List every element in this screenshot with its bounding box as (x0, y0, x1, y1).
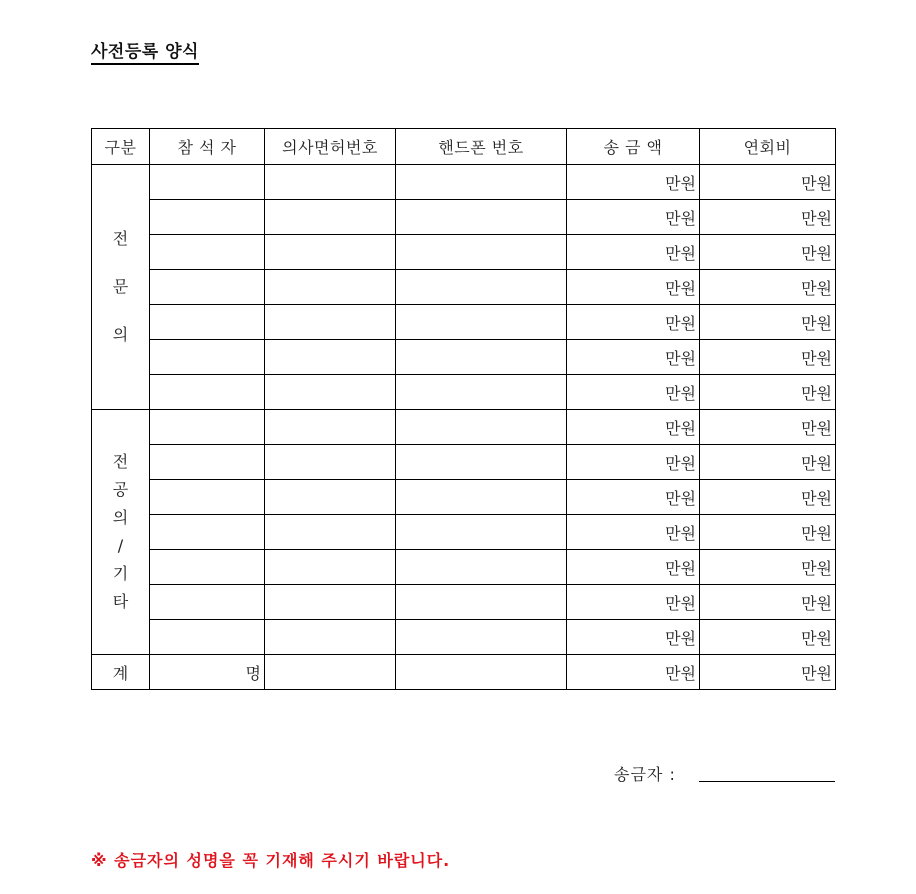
attendee-cell[interactable] (150, 305, 265, 340)
amount-cell[interactable]: 만원 (567, 165, 700, 200)
fee-cell[interactable]: 만원 (700, 550, 836, 585)
attendee-cell[interactable] (150, 445, 265, 480)
license-cell[interactable] (265, 375, 396, 410)
group-label-char: 의 (112, 325, 129, 344)
license-cell[interactable] (265, 305, 396, 340)
fee-cell[interactable]: 만원 (700, 375, 836, 410)
total-label: 계 (92, 655, 150, 690)
fee-cell[interactable]: 만원 (700, 480, 836, 515)
header-license-number: 의사면허번호 (265, 129, 396, 165)
phone-cell[interactable] (396, 550, 567, 585)
group-label-char: 의 (112, 508, 129, 527)
header-attendee: 참 석 자 (150, 129, 265, 165)
total-phone-cell (396, 655, 567, 690)
amount-cell[interactable]: 만원 (567, 585, 700, 620)
attendee-cell[interactable] (150, 410, 265, 445)
attendee-cell[interactable] (150, 235, 265, 270)
fee-cell[interactable]: 만원 (700, 445, 836, 480)
fee-cell[interactable]: 만원 (700, 235, 836, 270)
fee-cell[interactable]: 만원 (700, 200, 836, 235)
phone-cell[interactable] (396, 235, 567, 270)
license-cell[interactable] (265, 270, 396, 305)
attendee-cell[interactable] (150, 270, 265, 305)
amount-cell[interactable]: 만원 (567, 235, 700, 270)
phone-cell[interactable] (396, 620, 567, 655)
attendee-cell[interactable] (150, 480, 265, 515)
fee-cell[interactable]: 만원 (700, 305, 836, 340)
header-amount: 송 금 액 (567, 129, 700, 165)
phone-cell[interactable] (396, 375, 567, 410)
sender-input-line[interactable] (699, 781, 835, 782)
amount-cell[interactable]: 만원 (567, 305, 700, 340)
header-phone-number: 핸드폰 번호 (396, 129, 567, 165)
group-resident-other (92, 410, 150, 655)
phone-cell[interactable] (396, 200, 567, 235)
license-cell[interactable] (265, 410, 396, 445)
table-row (92, 620, 836, 655)
amount-cell[interactable]: 만원 (567, 200, 700, 235)
table-row (92, 375, 836, 410)
attendee-cell[interactable] (150, 550, 265, 585)
amount-cell[interactable]: 만원 (567, 550, 700, 585)
phone-cell[interactable] (396, 585, 567, 620)
amount-cell[interactable]: 만원 (567, 375, 700, 410)
amount-cell[interactable]: 만원 (567, 445, 700, 480)
group-label-char: / (117, 536, 124, 555)
group-label-char: 공 (112, 480, 129, 499)
phone-cell[interactable] (396, 480, 567, 515)
group-label-char: 기 (112, 564, 129, 583)
license-cell[interactable] (265, 445, 396, 480)
amount-cell[interactable]: 만원 (567, 270, 700, 305)
phone-cell[interactable] (396, 340, 567, 375)
group-specialist (92, 165, 150, 410)
fee-cell[interactable]: 만원 (700, 620, 836, 655)
fee-cell[interactable]: 만원 (700, 270, 836, 305)
amount-cell[interactable]: 만원 (567, 620, 700, 655)
page-title: 사전등록 양식 (91, 42, 199, 65)
header-annual-fee: 연회비 (700, 129, 836, 165)
table-row (92, 270, 836, 305)
fee-cell[interactable]: 만원 (700, 585, 836, 620)
table-row (92, 165, 836, 200)
license-cell[interactable] (265, 515, 396, 550)
table-row (92, 200, 836, 235)
phone-cell[interactable] (396, 305, 567, 340)
license-cell[interactable] (265, 235, 396, 270)
phone-cell[interactable] (396, 515, 567, 550)
attendee-cell[interactable] (150, 515, 265, 550)
sender-label: 송금자 : (614, 765, 676, 784)
total-fee-cell[interactable]: 만원 (700, 655, 836, 690)
group-label-char: 전 (112, 229, 129, 248)
group-label-char: 타 (112, 592, 129, 611)
table-row (92, 340, 836, 375)
amount-cell[interactable]: 만원 (567, 480, 700, 515)
license-cell[interactable] (265, 550, 396, 585)
notice-text: ※ 송금자의 성명을 꼭 기재해 주시기 바랍니다. (91, 851, 451, 870)
table-row (92, 235, 836, 270)
amount-cell[interactable]: 만원 (567, 410, 700, 445)
registration-table (91, 128, 836, 690)
phone-cell[interactable] (396, 410, 567, 445)
attendee-cell[interactable] (150, 340, 265, 375)
phone-cell[interactable] (396, 270, 567, 305)
amount-cell[interactable]: 만원 (567, 340, 700, 375)
fee-cell[interactable]: 만원 (700, 410, 836, 445)
total-row (92, 655, 836, 690)
phone-cell[interactable] (396, 445, 567, 480)
total-license-cell (265, 655, 396, 690)
attendee-cell[interactable] (150, 200, 265, 235)
license-cell[interactable] (265, 480, 396, 515)
fee-cell[interactable]: 만원 (700, 340, 836, 375)
table-row (92, 550, 836, 585)
license-cell[interactable] (265, 620, 396, 655)
table-row (92, 305, 836, 340)
header-row (92, 129, 836, 165)
group-label-char: 전 (112, 452, 129, 471)
table-row (92, 515, 836, 550)
license-cell[interactable] (265, 165, 396, 200)
license-cell[interactable] (265, 585, 396, 620)
table-row (92, 445, 836, 480)
fee-cell[interactable]: 만원 (700, 165, 836, 200)
header-category: 구분 (92, 129, 150, 165)
attendee-cell[interactable] (150, 165, 265, 200)
amount-cell[interactable]: 만원 (567, 515, 700, 550)
table-row (92, 585, 836, 620)
license-cell[interactable] (265, 200, 396, 235)
fee-cell[interactable]: 만원 (700, 515, 836, 550)
attendee-cell[interactable] (150, 620, 265, 655)
phone-cell[interactable] (396, 165, 567, 200)
attendee-cell[interactable] (150, 585, 265, 620)
license-cell[interactable] (265, 340, 396, 375)
attendee-cell[interactable] (150, 375, 265, 410)
table-row (92, 410, 836, 445)
group-label-char: 문 (112, 277, 129, 296)
table-row (92, 480, 836, 515)
total-count-cell[interactable]: 명 (150, 655, 265, 690)
total-amount-cell[interactable]: 만원 (567, 655, 700, 690)
